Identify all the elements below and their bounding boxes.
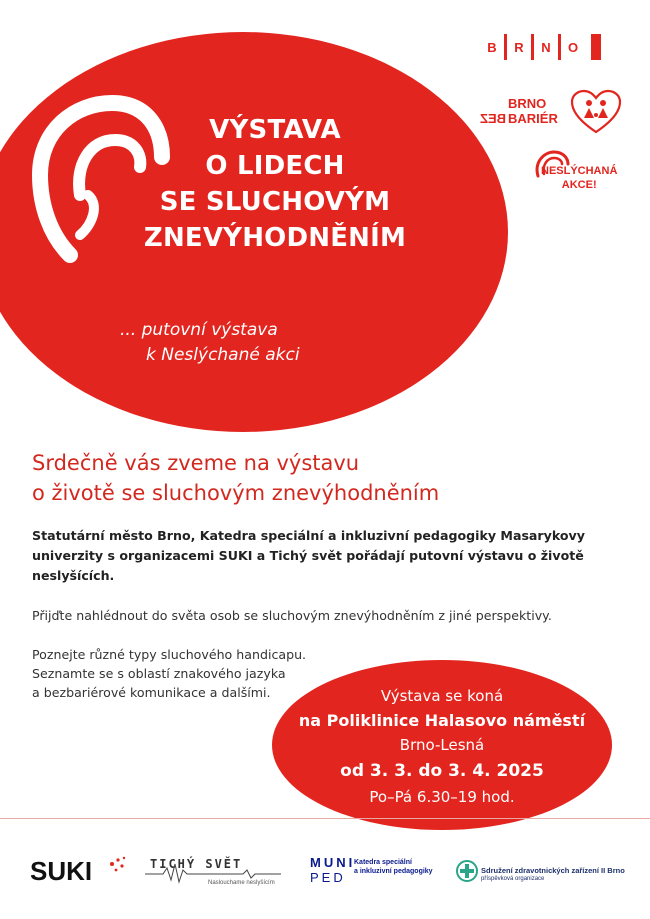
- brno-letter: N: [541, 39, 551, 55]
- bbar-mirrored: BEZ: [480, 111, 506, 126]
- title-line: VÝSTAVA: [209, 115, 341, 145]
- bbar-line: BRNO: [508, 96, 547, 111]
- tichy-svet-tagline: Naslouchame neslyšícím: [208, 880, 275, 886]
- brno-letter: B: [487, 39, 497, 55]
- invite-line: Srdečně vás zveme na výstavu: [32, 451, 360, 475]
- muni-department: [354, 858, 433, 876]
- subtitle-line: k Neslýchané akci: [146, 345, 300, 365]
- brno-bez-barier-logo: [480, 96, 558, 126]
- perspective-paragraph: Přijďte nahlédnout do světa osob se sluchovým znevýhodněním z jiné perspektivy.: [32, 608, 552, 623]
- invitation-heading: [32, 448, 592, 508]
- info-dates: od 3. 3. do 3. 4. 2025: [340, 761, 544, 781]
- szz-name: Sdružení zdravotnických zařízení II Brno: [481, 866, 625, 875]
- brno-letter: O: [567, 39, 579, 55]
- title-line: SE SLUCHOVÝM: [159, 187, 391, 217]
- muni-dept-line: a inkluzivní pedagogiky: [354, 868, 433, 875]
- footer-divider: [0, 818, 650, 819]
- medical-cross-icon: [456, 860, 478, 882]
- szz-brno-logo: [481, 866, 625, 883]
- invite-line: o životě se sluchovým znevýhodněním: [32, 481, 440, 505]
- szz-sub: příspěvková organizace: [481, 876, 545, 882]
- title-line: ZNEVÝHODNĚNÍM: [143, 223, 407, 253]
- organizers-paragraph: Statutární město Brno, Katedra speciální a inkluzivní pedagogiky Masarykovy univerzity s organizacemi SUKI a Tichý svět pořádají putovní výstavu o životě neslyšících.: [32, 528, 585, 583]
- event-info: [272, 684, 612, 808]
- title-line: O LIDECH: [205, 151, 345, 181]
- brno-logo: [480, 34, 601, 60]
- info-district: Brno-Lesná: [399, 736, 485, 754]
- tichy-svet-logo: TICHÝ SVĚT: [150, 857, 243, 871]
- brno-letter: R: [514, 39, 524, 55]
- topics-line: a bezbariérové komunikace a dalšími.: [32, 685, 271, 700]
- topics-line: Poznejte různé typy sluchového handicapu.: [32, 647, 307, 662]
- neslychana-line: AKCE!: [561, 179, 597, 191]
- muni-ped-logo: [310, 856, 355, 886]
- bbar-line: BARIÉR: [508, 111, 558, 126]
- subtitle-line: ... putovní výstava: [120, 320, 278, 340]
- exhibition-title: [100, 112, 450, 256]
- muni-text: MUNI: [310, 855, 356, 870]
- neslychana-logo-text: [541, 164, 617, 192]
- ped-text: PED: [310, 870, 346, 885]
- neslychana-line: NESLÝCHANÁ: [541, 165, 618, 177]
- suki-logo-text: SUKI: [30, 856, 93, 886]
- heart-icon: [568, 88, 624, 136]
- brno-end-bar: [591, 34, 601, 60]
- suki-logo: [28, 852, 128, 888]
- info-hours: Po–Pá 6.30–19 hod.: [369, 788, 515, 806]
- muni-dept-line: Katedra speciální: [354, 859, 412, 866]
- info-intro: Výstava se koná: [380, 687, 504, 705]
- topics-line: Seznamte se s oblastí znakového jazyka: [32, 666, 286, 681]
- info-venue: na Poliklinice Halasovo náměstí: [298, 711, 586, 730]
- exhibition-subtitle: [120, 318, 370, 368]
